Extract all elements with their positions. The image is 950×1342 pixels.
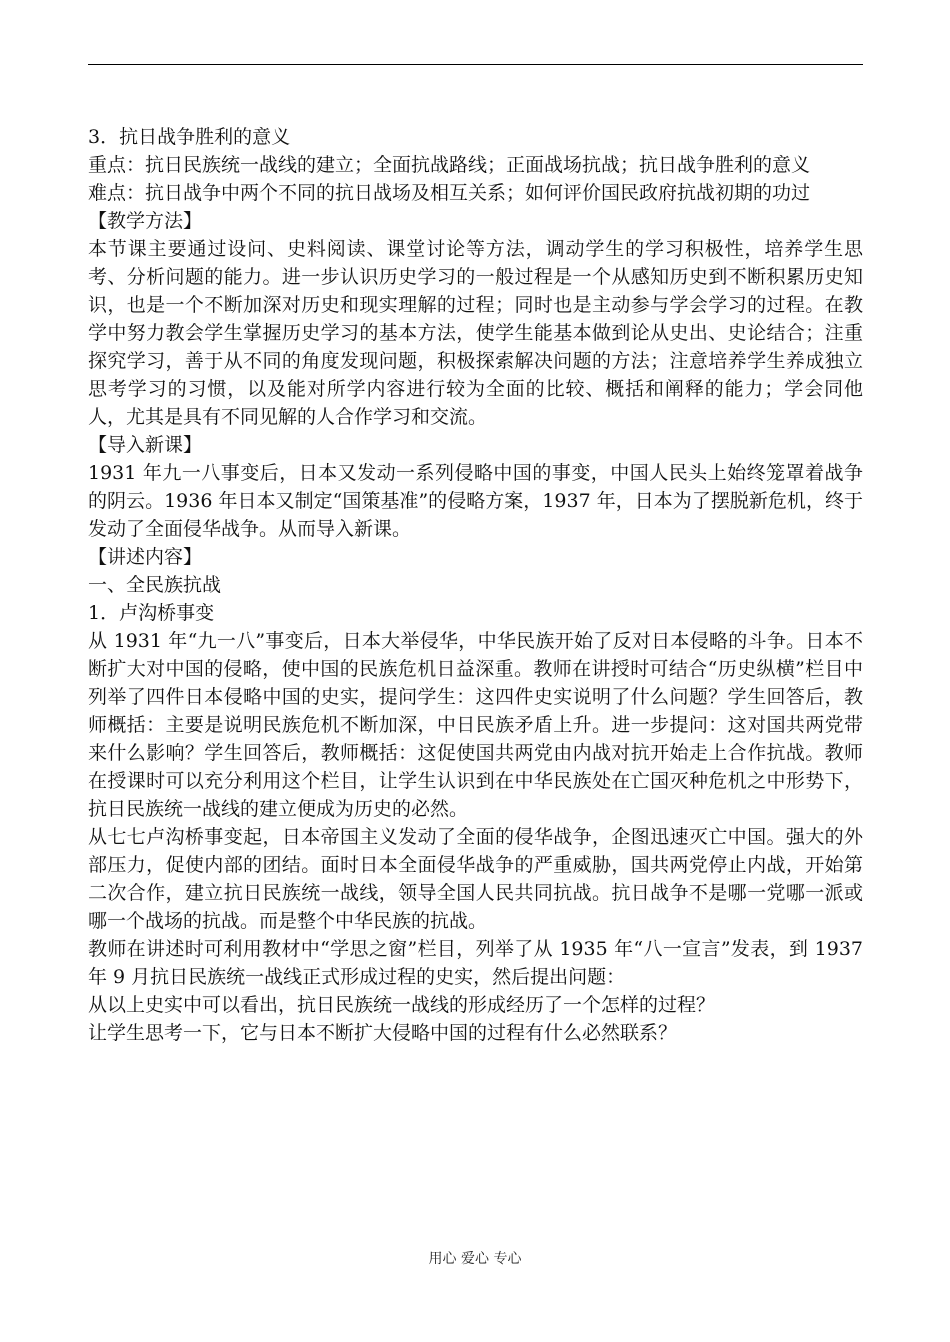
teaching-method-text: 本节课主要通过设问、史料阅读、课堂讨论等方法，调动学生的学习积极性，培养学生思考、分析问题的能力。进一步认识历史学习的一般过程是一个从感知历史到不断积累历史知识，也是一个不断加深对历史和现实理解的过程；同时也是主动参与学会学习的过程。在教学中努力教会学生掌握历史学习的基本方法，使学生能基本做到论从史出、史论结合；注重探究学习，善于从不同的角度发现问题，积极探索解决问题的方法；注意培养学生养成独立思考学习的习惯，以及能对所学内容进行较为全面的比较、概括和阐释的能力；学会同他人，尤其是具有不同见解的人合作学习和交流。 (88, 238, 863, 428)
heading-introduction: 【导入新课】 (88, 434, 203, 456)
section-heading-national-resistance: 一、全民族抗战 (88, 574, 222, 596)
header-rule (88, 64, 863, 65)
lecture-paragraph: 从七七卢沟桥事变起，日本帝国主义发动了全面的侵华战争，企图迅速灭亡中国。强大的外部压力，促使内部的团结。面时日本全面侵华战争的严重威胁，国共两党停止内战，开始第二次合作，建立抗日民族统一战线，领导全国人民共同抗战。抗日战争不是哪一党哪一派或哪一个战场的抗战。而是整个中华民族的抗战。 (88, 826, 863, 932)
lecture-question: 让学生思考一下，它与日本不断扩大侵略中国的过程有什么必然联系？ (88, 1022, 678, 1044)
page-footer: 用心 爱心 专心 (428, 1251, 522, 1267)
lecture-paragraph: 教师在讲述时可利用教材中“学思之窗”栏目，列举了从 1935 年“八一宣言”发表，到 1937 年 9 月抗日民族统一战线正式形成过程的史实，然后提出问题： (88, 938, 863, 988)
document-body (88, 123, 863, 1047)
introduction-text: 1931 年九一八事变后，日本又发动一系列侵略中国的事变，中国人民头上始终笼罩着战争的阴云。1936 年日本又制定“国策基准”的侵略方案，1937 年，日本为了摆脱新危机，终于发动了全面侵华战争。从而导入新课。 (88, 462, 863, 540)
key-points: 重点：抗日民族统一战线的建立；全面抗战路线；正面战场抗战；抗日战争胜利的意义 (88, 154, 811, 176)
section-title-significance: 3．抗日战争胜利的意义 (88, 126, 291, 148)
heading-teaching-method: 【教学方法】 (88, 210, 203, 232)
difficult-points: 难点：抗日战争中两个不同的抗日战场及相互关系；如何评价国民政府抗战初期的功过 (88, 182, 811, 204)
heading-lecture-content: 【讲述内容】 (88, 546, 203, 568)
lecture-paragraph: 从 1931 年“九一八”事变后，日本大举侵华，中华民族开始了反对日本侵略的斗争。日本不断扩大对中国的侵略，使中国的民族危机日益深重。教师在讲授时可结合“历史纵横”栏目中列举了四件日本侵略中国的史实，提问学生：这四件史实说明了什么问题？学生回答后，教师概括：主要是说明民族危机不断加深，中日民族矛盾上升。进一步提问：这对国共两党带来什么影响？学生回答后，教师概括：这促使国共两党由内战对抗开始走上合作抗战。教师在授课时可以充分利用这个栏目，让学生认识到在中华民族处在亡国灭种危机之中形势下，抗日民族统一战线的建立便成为历史的必然。 (88, 630, 863, 820)
lecture-question: 从以上史实中可以看出，抗日民族统一战线的形成经历了一个怎样的过程？ (88, 994, 716, 1016)
subsection-heading-lugou-bridge: 1．卢沟桥事变 (88, 602, 215, 624)
